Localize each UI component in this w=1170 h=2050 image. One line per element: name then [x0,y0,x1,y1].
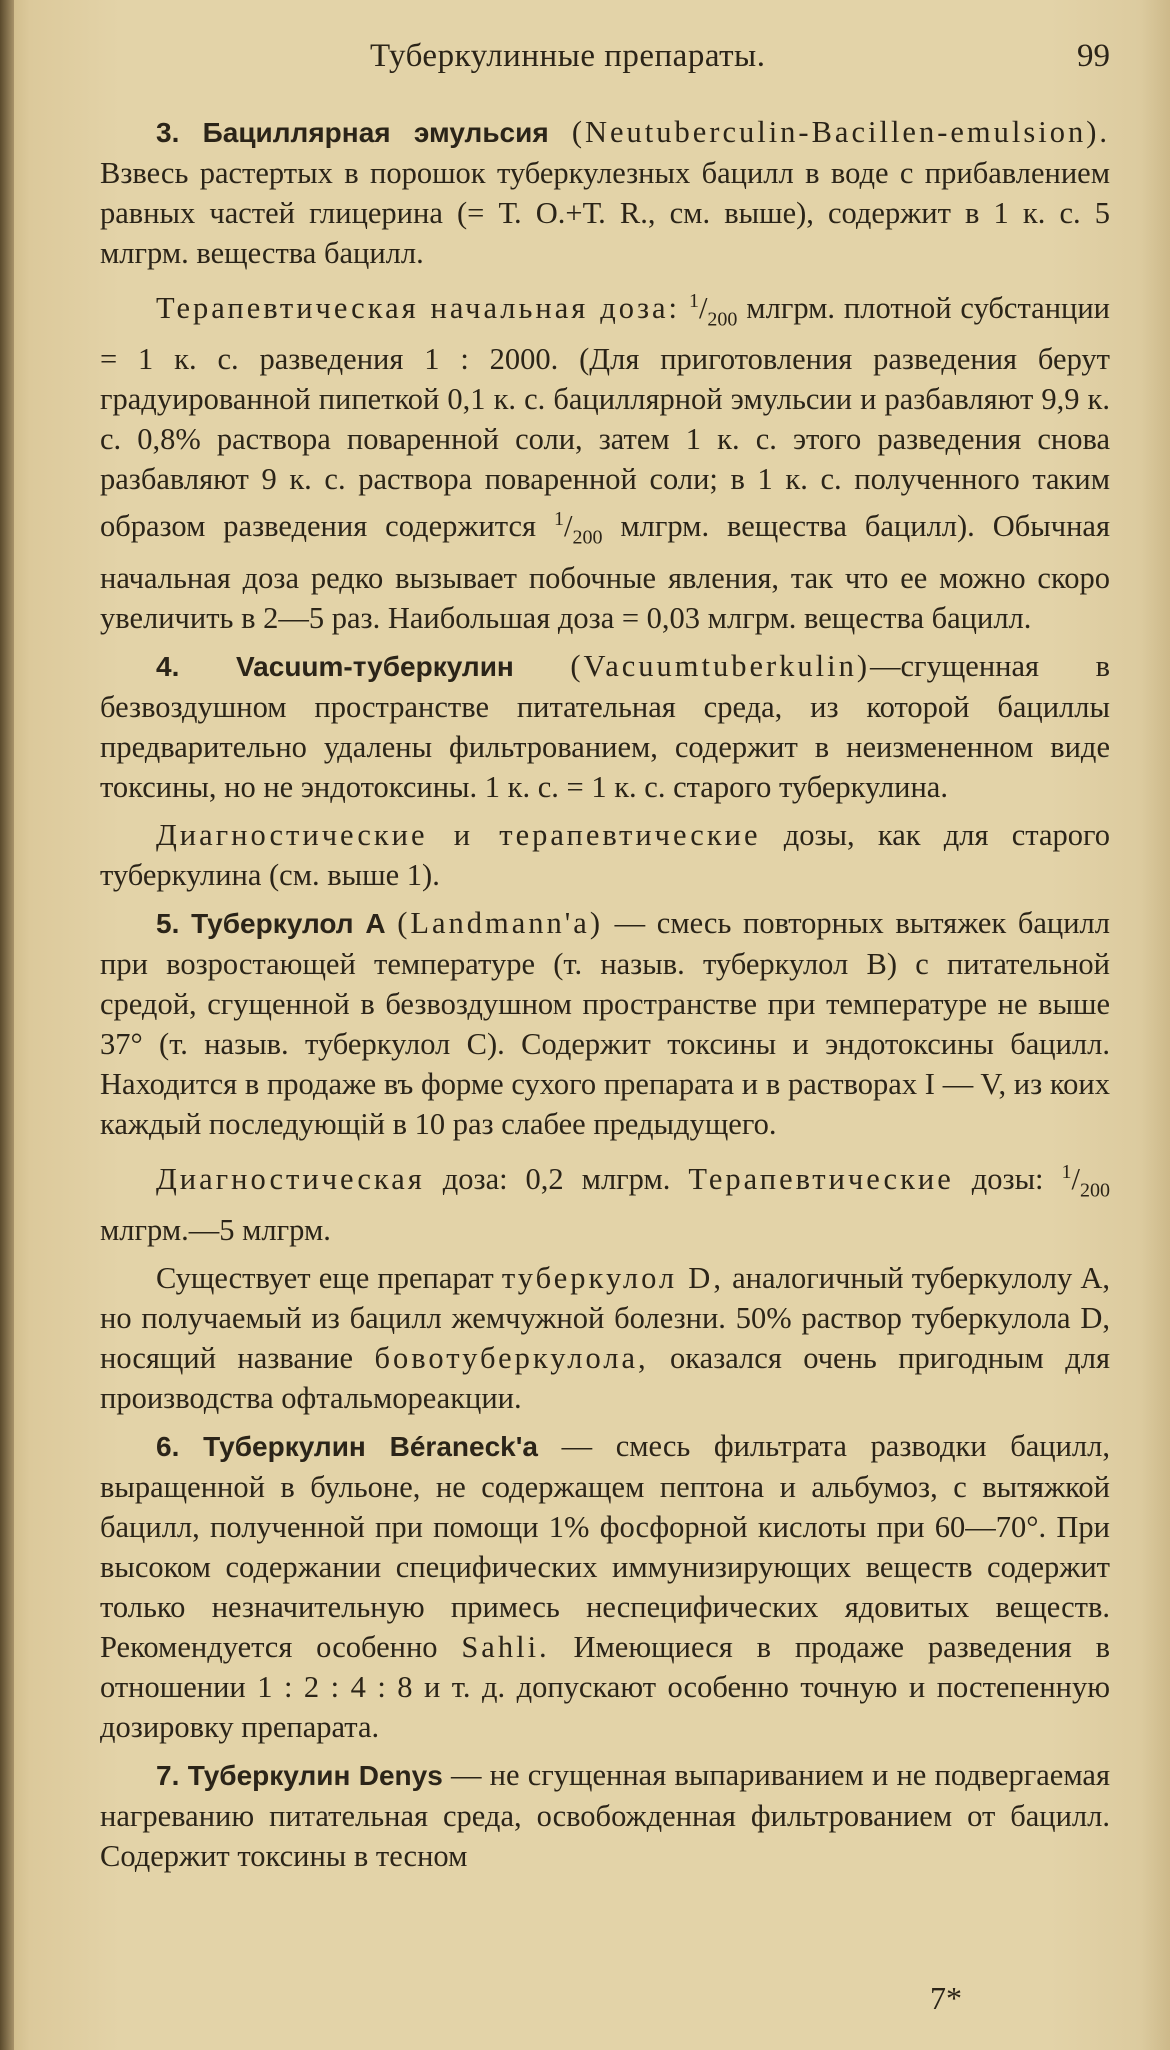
signature-mark: 7* [930,1980,962,2016]
paragraph-text: — смесь повторных вытяжек бацилл при возростающей температуре (т. назыв. туберкулол В) с питательной средой, сгущенной в безвоздушном пространстве при температуре не выше 37° (т. назыв. туберкулол С). Содержит токсины и эндотоксины бацилл. Находится в продаже въ форме сухого препарата и в растворах I — V, из коих каждый последующій в 10 раз слабее предыдущего. [100,905,1110,1141]
page-spine-shadow [0,0,14,2050]
fraction-numerator: 1 [1061,1160,1072,1183]
spaced-term: Терапевтические [688,1161,954,1196]
running-title: Туберкулинные препараты. [370,38,766,74]
paragraph-denys [100,1755,1110,1876]
paragraph-diagnostic-doses [100,815,1110,895]
fraction-separator: / [563,509,573,544]
paragraph-text: млгрм. вещества бацилл). Обычная начальная доза редко вызывает побочные явления, так что ее можно скоро увеличить в 2—5 раз. Наибольшая доза = 0,03 млгрм. вещества бацилл. [100,509,1110,635]
paragraph-tuberculol-doses: Диагностическая доза: 0,2 млгрм. Терапевтические дозы: $^1/_{200}$ млгрм.—5 млгрм. [100,1160,1110,1247]
paragraph-text: —сгущенная в безвоздушном пространстве питательная среда, из которой бациллы предварительно удалены фильтрованием, содержит в неизмененном виде токсины, но не эндотоксины. 1 к. с. = 1 к. с. старого туберкулина. [100,648,1110,804]
body-text [100,112,1110,1884]
fraction-denominator: 200 [572,526,603,549]
spaced-term: туберкулол D, [501,1260,724,1295]
section-heading: 5. Туберкулол А [156,907,386,939]
paragraph-tuberculol-a [100,903,1110,1144]
fraction-separator: / [1071,1161,1080,1196]
paragraph-therapeutic-dose [100,281,1110,638]
spaced-term: Sahli. [461,1629,550,1664]
spaced-term: бовотуберкулола, [374,1340,649,1375]
fraction-denominator: 200 [1080,1178,1110,1201]
section-heading: 4. Vacuum-туберкулин [156,650,514,682]
section-heading: 7. Туберкулин Denys [156,1759,443,1791]
fraction-denominator: 200 [707,308,738,331]
section-heading: 3. Бациллярная эмульсия [156,117,549,148]
spaced-term: Диагностические и терапевтические [156,817,761,852]
page-header [110,38,1110,78]
paragraph-text: млгрм. плотной субстанции = 1 к. с. разведения 1 : 2000. (Для приготовления разведения берут градуированной пипеткой 0,1 к. с. бациллярной эмульсии и разбавляют 9,9 к. с. 0,8% раствора поваренной соли, затем 1 к. с. этого разведения снова разбавляют 9 к. с. раствора поваренной соли; в 1 к. с. полученного таким образом разведения содержится [100,291,1110,544]
section-heading: 6. Туберкулин Béraneck'a [156,1430,538,1462]
paragraph-vacuum-tuberculin [100,646,1110,807]
spaced-term: Терапевтическая начальная доза: [156,291,681,326]
fraction-separator: / [698,291,708,326]
fraction-numerator: 1 [553,508,564,531]
paragraph-tuberculol-d: Существует еще препарат туберкулол D, аналогичный туберкулолу А, но получаемый из бацилл жемчужной болезни. 50% раствор туберкулола D, носящий название бовотуберкулола, оказался очень пригодным для производства офтальмореакции. [100,1260,1111,1415]
paragraph-text: Взвесь растертых в порошок туберкулезных бацилл в воде с прибавлением равных частей глицерина (= Т. О.+Т. R., см. выше), содержит в 1 к. с. 5 млгрм. вещества бацилл. [100,156,1110,270]
latin-term: (Vacuumtuberkulin) [570,648,871,683]
paragraph-text: — не сгущенная выпариванием и не подвергаемая нагреванию питательная среда, освобожденная фильтрованием от бацилл. Содержит токсины в тесном [100,1757,1110,1873]
page-number: 99 [1077,38,1110,74]
latin-term: (Landmann'a) [397,905,603,940]
fraction-numerator: 1 [688,290,699,312]
spaced-term: Диагностическая [156,1161,425,1196]
latin-term: (Neutuberculin-Bacillen-emulsion). [571,115,1110,149]
paragraph-bacillary-emulsion [100,112,1110,273]
paragraph-text: дозы, как для старого туберкулина (см. выше 1). [100,817,1110,892]
paragraph-beraneck: 6. Туберкулин Béraneck'a — смесь фильтрата разводки бацилл, выращенной в бульоне, не содержащем пептона и альбумоз, с вытяжкой бацилл, полученной при помощи 1% фосфорной кислоты при 60—70°. При высоком содержании специфических иммунизирующих веществ содержит только незначительную примесь неспецифических ядовитых веществ. Рекомендуется особенно Sahli. Имеющиеся в продаже разведения в отношении 1 : 2 : 4 : 8 и т. д. допускают особенно точную и постепенную дозировку препарата. [100,1428,1110,1744]
